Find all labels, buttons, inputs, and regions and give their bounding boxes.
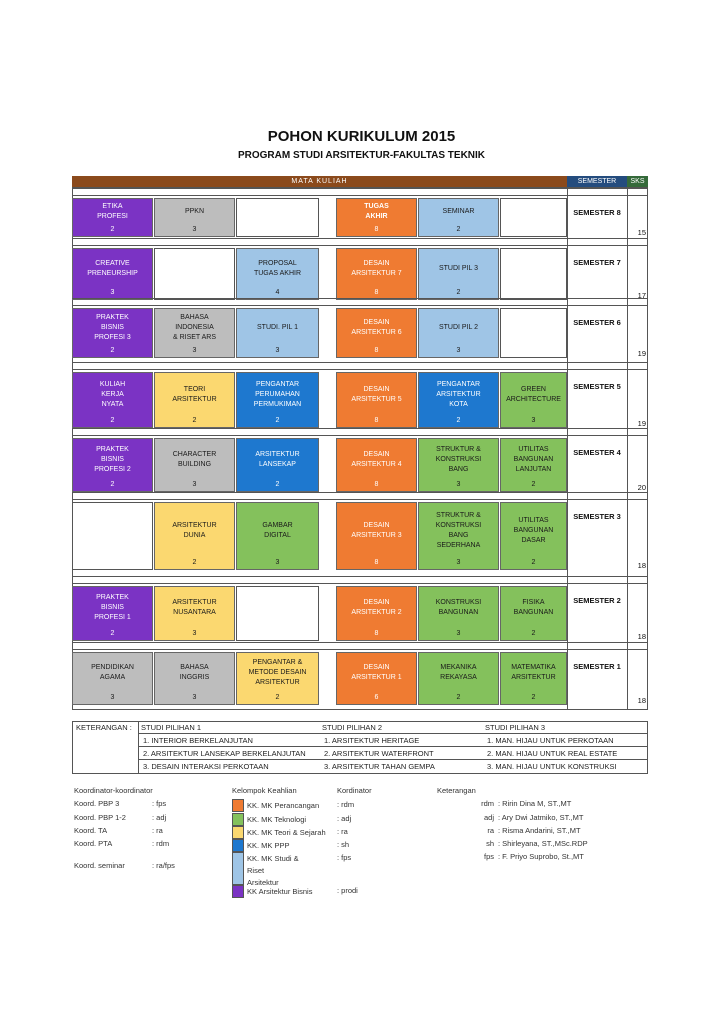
- kelompok-label: KK. MK Studi & Riset Arsitektur: [247, 854, 299, 887]
- koordinator-label: Koord. TA: [74, 826, 108, 835]
- semester-label: SEMESTER 2: [573, 596, 621, 605]
- course-cell: [154, 372, 235, 428]
- course-credit: 2: [110, 226, 115, 233]
- kelompok-koordinator: : adj: [337, 814, 352, 823]
- course-cell: [500, 652, 567, 705]
- course-credit: 3: [192, 481, 197, 488]
- koordinator-title: Koordinator-koordinator: [74, 786, 153, 795]
- keterangan-code: fps: [483, 852, 494, 861]
- koordinator-label: Koord. PBP 3: [74, 799, 120, 808]
- course-name: PRAKTEK BISNIS PROFESI 2: [94, 445, 131, 473]
- keterangan-nama: : Ary Dwi Jatmiko, ST.,MT: [498, 813, 584, 822]
- course-cell: [336, 586, 417, 641]
- course-cell: [418, 652, 499, 705]
- empty-course-slot: [500, 248, 567, 300]
- empty-course-slot: [500, 308, 567, 358]
- course-credit: 8: [374, 347, 379, 354]
- koordinator-value: : adj: [152, 813, 167, 822]
- course-name: PRAKTEK BISNIS PROFESI 3: [94, 313, 131, 341]
- koordinator-value: : fps: [152, 799, 167, 808]
- course-credit: 2: [456, 417, 461, 424]
- row-separator: [72, 298, 648, 306]
- course-credit: 3: [192, 694, 197, 701]
- kelompok-koordinator: : prodi: [337, 886, 358, 895]
- course-cell: [500, 502, 567, 570]
- semester-label: SEMESTER 8: [573, 208, 621, 217]
- course-credit: 3: [456, 481, 461, 488]
- course-name: ARSITEKTUR NUSANTARA: [172, 599, 217, 616]
- course-name: GAMBAR DIGITAL: [262, 521, 293, 539]
- keterangan-code: adj: [483, 813, 494, 822]
- course-credit: 3: [192, 226, 197, 233]
- page-subtitle: PROGRAM STUDI ARSITEKTUR-FAKULTAS TEKNIK: [237, 150, 486, 161]
- course-cell: [336, 652, 417, 705]
- course-name: STUDI PIL 3: [438, 264, 479, 272]
- course-credit: 8: [374, 226, 379, 233]
- course-credit: 2: [192, 559, 197, 566]
- course-cell: [336, 198, 417, 237]
- header-semester: SEMESTER: [567, 176, 627, 187]
- course-credit: 8: [374, 481, 379, 488]
- course-credit: 3: [456, 559, 461, 566]
- keterangan-nama: : Ririn Dina M, ST.,MT: [498, 799, 572, 808]
- course-cell: [236, 372, 319, 428]
- semester-column-divider: [567, 187, 568, 710]
- course-credit: 3: [275, 559, 280, 566]
- koordinator-value: : rdm: [152, 839, 170, 848]
- course-credit: 2: [456, 694, 461, 701]
- course-name: PPKN: [184, 208, 205, 215]
- course-cell: [154, 438, 235, 492]
- course-credit: 8: [374, 559, 379, 566]
- course-credit: 2: [531, 559, 536, 566]
- keterangan-label: KETERANGAN :: [76, 723, 132, 732]
- course-cell: [336, 248, 417, 300]
- studi-pilihan-item: 1. INTERIOR BERKELANJUTAN: [143, 736, 253, 745]
- studi-pilihan-title: STUDI PILIHAN 1: [141, 723, 202, 732]
- studi-pilihan-item: 2. ARSITEKTUR LANSEKAP BERKELANJUTAN: [143, 749, 306, 758]
- course-credit: 3: [110, 289, 115, 296]
- course-name: DESAIN ARSITEKTUR 1: [351, 664, 402, 681]
- keterangan-nama: : F. Priyo Suprobo, St.,MT: [498, 852, 584, 861]
- course-cell: [500, 438, 567, 492]
- course-name: SEMINAR: [442, 208, 475, 215]
- kelompok-color-swatch: [232, 813, 244, 826]
- koordinator-label: Koord. PBP 1-2: [74, 813, 126, 822]
- course-credit: 2: [531, 694, 536, 701]
- studi-pilihan-item: 1. ARSITEKTUR HERITAGE: [324, 736, 420, 745]
- course-name: STUDI PIL 2: [438, 323, 479, 331]
- keterangan-nama-title: Keterangan: [437, 786, 476, 795]
- kelompok-label: KK. MK Perancangan: [247, 801, 320, 810]
- keterangan-code: ra: [487, 826, 494, 835]
- kelompok-koordinator: : fps: [337, 853, 352, 862]
- kelompok-color-swatch: [232, 852, 244, 885]
- page-title: POHON KURIKULUM 2015: [267, 128, 456, 145]
- course-credit: 2: [531, 630, 536, 637]
- empty-course-slot: [236, 198, 319, 237]
- course-name: KULIAH KERJA NYATA: [99, 380, 126, 408]
- semester-label: SEMESTER 4: [573, 448, 621, 457]
- course-cell: [336, 438, 417, 492]
- empty-course-slot: [154, 248, 235, 300]
- course-name: ARSITEKTUR DUNIA: [172, 521, 217, 539]
- row-separator: [72, 238, 648, 246]
- kelompok-label: KK. MK Teknologi: [247, 815, 307, 824]
- koordinator-label: Koord. PTA: [74, 839, 113, 848]
- course-name: PENGANTAR & METODE DESAIN ARSITEKTUR: [248, 659, 307, 686]
- course-name: PENDIDIKAN AGAMA: [91, 664, 134, 681]
- course-credit: 2: [192, 417, 197, 424]
- semester-label: SEMESTER 7: [573, 258, 621, 267]
- koordinator-value: : ra/fps: [152, 861, 175, 870]
- course-credit: 3: [456, 347, 461, 354]
- course-cell: [72, 586, 153, 641]
- kelompok-koordinator: : rdm: [337, 800, 355, 809]
- course-credit: 2: [110, 347, 115, 354]
- course-credit: 3: [192, 347, 197, 354]
- course-cell: [418, 586, 499, 641]
- kelompok-color-swatch: [232, 885, 244, 898]
- course-name: TUGAS AKHIR: [364, 203, 389, 220]
- course-cell: [236, 502, 319, 570]
- course-credit: 2: [456, 226, 461, 233]
- course-name: PRAKTEK BISNIS PROFESI 1: [94, 594, 131, 621]
- course-name: PENGANTAR PERUMAHAN PERMUKIMAN: [253, 380, 302, 408]
- sks-total: 20: [637, 483, 646, 492]
- course-cell: [154, 502, 235, 570]
- course-cell: [72, 308, 153, 358]
- keterangan-row-line: [138, 733, 648, 734]
- course-name: DESAIN ARSITEKTUR 6: [351, 318, 402, 336]
- course-cell: [418, 372, 499, 428]
- course-cell: [154, 652, 235, 705]
- kelompok-color-swatch: [232, 799, 244, 812]
- sks-total: 19: [637, 419, 646, 428]
- course-credit: 8: [374, 417, 379, 424]
- empty-course-slot: [72, 502, 153, 570]
- kelompok-color-swatch: [232, 826, 244, 839]
- course-credit: 2: [456, 289, 461, 296]
- empty-course-slot: [236, 586, 319, 641]
- course-credit: 3: [531, 417, 536, 424]
- sks-total: 18: [637, 696, 646, 705]
- course-cell: [154, 198, 235, 237]
- kelompok-label: KK. MK PPP: [247, 841, 290, 850]
- course-credit: 2: [531, 481, 536, 488]
- course-name: DESAIN ARSITEKTUR 4: [351, 450, 402, 468]
- course-cell: [72, 438, 153, 492]
- sks-column-divider: [627, 187, 628, 710]
- course-cell: [72, 372, 153, 428]
- studi-pilihan-item: 1. MAN. HIJAU UNTUK PERKOTAAN: [487, 736, 614, 745]
- course-credit: 3: [275, 347, 280, 354]
- course-name: STUDI. PIL 1: [257, 323, 298, 331]
- course-credit: 4: [275, 289, 280, 296]
- header-sks: SKS: [627, 176, 648, 187]
- keterangan-row-line: [138, 746, 648, 747]
- course-credit: 2: [275, 417, 280, 424]
- course-name: TEORI ARSITEKTUR: [172, 385, 217, 403]
- course-cell: [336, 372, 417, 428]
- keterangan-code: rdm: [481, 799, 494, 808]
- studi-pilihan-item: 3. DESAIN INTERAKSI PERKOTAAN: [143, 762, 269, 771]
- course-name: ETIKA PROFESI: [97, 203, 128, 220]
- course-cell: [154, 308, 235, 358]
- semester-label: SEMESTER 6: [573, 318, 621, 327]
- course-credit: 2: [275, 694, 280, 701]
- course-credit: 2: [275, 481, 280, 488]
- kelompok-color-swatch: [232, 839, 244, 852]
- course-cell: [236, 652, 319, 705]
- course-name: UTILITAS BANGUNAN LANJUTAN: [513, 445, 554, 473]
- koordinator-value: : ra: [152, 826, 163, 835]
- course-cell: [72, 198, 153, 237]
- course-cell: [72, 652, 153, 705]
- sks-total: 18: [637, 561, 646, 570]
- course-credit: 6: [374, 694, 379, 701]
- course-cell: [418, 308, 499, 358]
- course-cell: [236, 308, 319, 358]
- studi-pilihan-item: 3. MAN. HIJAU UNTUK KONSTRUKSI: [487, 762, 617, 771]
- kelompok-koordinator: : sh: [337, 840, 350, 849]
- course-name: DESAIN ARSITEKTUR 3: [351, 521, 402, 539]
- row-separator: [72, 428, 648, 436]
- course-name: DESAIN ARSITEKTUR 2: [351, 599, 402, 616]
- course-credit: 3: [456, 630, 461, 637]
- course-name: MATEMATIKA ARSITEKTUR: [511, 664, 556, 681]
- course-name: GREEN ARCHITECTURE: [506, 385, 561, 403]
- header-mata-kuliah: MATA KULIAH: [72, 176, 567, 187]
- keterangan-nama: : Shirleyana, ST.,MSc.RDP: [498, 839, 588, 848]
- row-separator: [72, 576, 648, 584]
- course-cell: [500, 586, 567, 641]
- sks-total: 15: [637, 228, 646, 237]
- sks-total: 19: [637, 349, 646, 358]
- keterangan-code: sh: [486, 839, 494, 848]
- studi-pilihan-title: STUDI PILIHAN 2: [322, 723, 383, 732]
- course-name: CREATIVE PRENEURSHIP: [87, 259, 138, 277]
- course-name: DESAIN ARSITEKTUR 7: [351, 259, 402, 277]
- course-name: PENGANTAR ARSITEKTUR KOTA: [436, 380, 481, 408]
- course-name: UTILITAS BANGUNAN DASAR: [513, 516, 554, 544]
- course-cell: [418, 198, 499, 237]
- course-credit: 2: [110, 630, 115, 637]
- course-name: STRUKTUR & KONSTRUKSI BANG: [435, 445, 482, 473]
- course-credit: 3: [192, 630, 197, 637]
- course-cell: [418, 248, 499, 300]
- course-credit: 2: [110, 481, 115, 488]
- course-credit: 2: [110, 417, 115, 424]
- kelompok-label: KK. MK Teori & Sejarah: [247, 828, 326, 837]
- row-separator: [72, 492, 648, 500]
- semester-label: SEMESTER 1: [573, 662, 621, 671]
- course-name: DESAIN ARSITEKTUR 5: [351, 385, 402, 403]
- kelompok-koordinator: : ra: [337, 827, 348, 836]
- studi-pilihan-item: 2. ARSITEKTUR WATERFRONT: [324, 749, 434, 758]
- course-cell: [154, 586, 235, 641]
- course-cell: [336, 502, 417, 570]
- semester-label: SEMESTER 3: [573, 512, 621, 521]
- keterangan-row-line: [138, 759, 648, 760]
- course-cell: [336, 308, 417, 358]
- row-separator: [72, 642, 648, 650]
- studi-pilihan-title: STUDI PILIHAN 3: [485, 723, 546, 732]
- course-cell: [236, 248, 319, 300]
- course-name: FISIKA BANGUNAN: [513, 599, 554, 616]
- course-cell: [418, 438, 499, 492]
- course-name: BAHASA INDONESIA & RISET ARS: [172, 313, 217, 341]
- studi-pilihan-item: 2. MAN. HIJAU UNTUK REAL ESTATE: [487, 749, 618, 758]
- course-name: KONSTRUKSI BANGUNAN: [435, 599, 482, 616]
- course-credit: 8: [374, 289, 379, 296]
- sks-total: 17: [637, 291, 646, 300]
- course-cell: [236, 438, 319, 492]
- course-cell: [418, 502, 499, 570]
- row-separator: [72, 362, 648, 370]
- kordinator-title: Kordinator: [337, 786, 372, 795]
- course-name: PROPOSAL TUGAS AKHIR: [253, 259, 302, 277]
- course-name: MEKANIKA REKAYASA: [440, 664, 477, 681]
- course-cell: [500, 372, 567, 428]
- studi-pilihan-item: 3. ARSITEKTUR TAHAN GEMPA: [324, 762, 435, 771]
- kelompok-title: Kelompok Keahlian: [232, 786, 297, 795]
- sks-total: 18: [637, 632, 646, 641]
- course-credit: 8: [374, 630, 379, 637]
- course-credit: 3: [110, 694, 115, 701]
- kelompok-label: KK Arsitektur Bisnis: [247, 887, 313, 896]
- empty-course-slot: [500, 198, 567, 237]
- keterangan-nama: : Risma Andarini, ST.,MT: [498, 826, 581, 835]
- koordinator-label: Koord. seminar: [74, 861, 125, 870]
- keterangan-divider: [138, 721, 139, 774]
- course-name: STRUKTUR & KONSTRUKSI BANG SEDERHANA: [435, 511, 482, 549]
- row-separator: [72, 188, 648, 196]
- course-cell: [72, 248, 153, 300]
- course-name: BAHASA INGGRIS: [179, 664, 210, 681]
- semester-label: SEMESTER 5: [573, 382, 621, 391]
- course-name: ARSITEKTUR LANSEKAP: [255, 450, 300, 468]
- course-name: CHARACTER BUILDING: [172, 450, 217, 468]
